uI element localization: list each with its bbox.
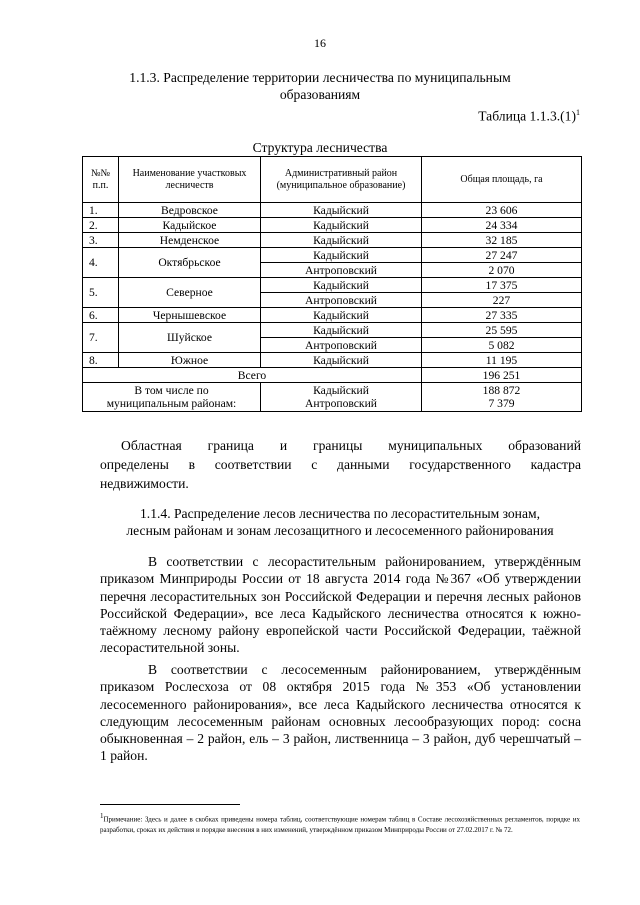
- total-label: Всего: [83, 368, 422, 383]
- paragraph-forest-zoning: [100, 553, 581, 657]
- section-heading-1-1-4: [80, 505, 600, 539]
- forestry-name: Кадыйское: [119, 218, 261, 233]
- by-district-label-line-1: В том числе по: [134, 384, 209, 397]
- area-value: 25 595: [422, 323, 582, 338]
- forestry-name: Шуйское: [119, 323, 261, 353]
- table-row: [83, 218, 582, 233]
- district-name: Антроповский: [261, 293, 422, 308]
- area-value: 24 334: [422, 218, 582, 233]
- row-number: 3.: [83, 233, 119, 248]
- section-heading-line-2: лесным районам и зонам лесозащитного и лесосеменного районирования: [126, 523, 554, 538]
- area-value: 27 335: [422, 308, 582, 323]
- total-value: 196 251: [422, 368, 582, 383]
- header-forestry-name: Наименование участковых лесничеств: [119, 157, 261, 203]
- by-district-label: [83, 383, 261, 412]
- paragraph-line: Областная граница и границы муниципальных образований: [121, 438, 581, 453]
- area-value: 17 375: [422, 278, 582, 293]
- row-number: 8.: [83, 353, 119, 368]
- table-row: [83, 233, 582, 248]
- district-name: Кадыйский: [261, 233, 422, 248]
- district-name: Кадыйский: [261, 323, 422, 338]
- area-value: 227: [422, 293, 582, 308]
- forestry-name: Чернышевское: [119, 308, 261, 323]
- table-row: [83, 278, 582, 293]
- footnote-reference: 1: [576, 108, 580, 117]
- row-number: 4.: [83, 248, 119, 278]
- page-number: 16: [314, 36, 326, 50]
- section-heading-line-1: 1.1.4. Распределение лесов лесничества по лесорастительным зонам,: [140, 506, 540, 521]
- row-number: 1.: [83, 203, 119, 218]
- district-name: Кадыйский: [261, 278, 422, 293]
- by-district-label-line-2: муниципальным районам:: [106, 397, 237, 410]
- table-row: [83, 323, 582, 338]
- area-value: 5 082: [422, 338, 582, 353]
- paragraph-text: В соответствии с лесосеменным районированием, утверждённым приказом Рослесхоза от 08 октября 2015 года №353 «Об установлении лесосеменного районирования», все леса Кадыйского лесничества относятся к следующим лесосеменным районам основных лесообразующих пород: сосна обыкновенная – 2 район, ель – 3 район, лиственница – 3 район, дуб черешчатый – 1 район.: [100, 662, 581, 764]
- table-row: [83, 248, 582, 263]
- footnote-mark: 1: [100, 812, 104, 820]
- paragraph-text: В соответствии с лесорастительным районированием, утверждённым приказом Минприроды России от 18 августа 2014 года №367 «Об утверждении перечня лесорастительных зон Российской Федерации и перечня лесных районов Российской Федерации», все леса Кадыйского лесничества относятся к южно-таёжному лесному району европейской части Российской Федерации, таёжной лесорастительной зоны.: [100, 554, 581, 656]
- table-row: [83, 353, 582, 368]
- total-row: [83, 368, 582, 383]
- header-number: №№ п.п.: [83, 157, 119, 203]
- header-district: Административный район (муниципальное образование): [261, 157, 422, 203]
- district-name: Кадыйский: [261, 203, 422, 218]
- forestry-name: Ведровское: [119, 203, 261, 218]
- by-district-row: [83, 383, 582, 412]
- area-value: 27 247: [422, 248, 582, 263]
- table-caption: Структура лесничества: [252, 140, 388, 155]
- area-value: 23 606: [422, 203, 582, 218]
- district-name: Антроповский: [261, 338, 422, 353]
- by-district-names: [261, 383, 422, 412]
- forestry-name: Северное: [119, 278, 261, 308]
- area-value: 7 379: [488, 397, 515, 410]
- table-label: [440, 108, 580, 125]
- table-row: [83, 308, 582, 323]
- paragraph-seed-zoning: [100, 661, 581, 765]
- footnote-separator: [100, 804, 240, 805]
- forestry-name: Немденское: [119, 233, 261, 248]
- footnote-text: Примечание: Здесь и далее в скобках приведены номера таблиц, соответствующие номерам таблиц в Составе лесохозяйственных регламентов, порядке их разработки, сроках их действия и порядке внесения в них изменений, утверждённом приказом Минприроды России от 27.02.2017 г. № 72.: [100, 815, 580, 834]
- table-label-text: Таблица 1.1.3.(1): [478, 108, 576, 124]
- district-name: Кадыйский: [261, 353, 422, 368]
- row-number: 6.: [83, 308, 119, 323]
- district-name: Антроповский: [261, 263, 422, 278]
- table-row: [83, 203, 582, 218]
- row-number: 5.: [83, 278, 119, 308]
- forestry-name: Южное: [119, 353, 261, 368]
- district-name: Антроповский: [305, 397, 377, 410]
- paragraph-borders: [100, 436, 581, 493]
- area-value: 188 872: [482, 384, 521, 397]
- district-name: Кадыйский: [313, 384, 369, 397]
- paragraph-line: недвижимости.: [100, 476, 189, 491]
- row-number: 7.: [83, 323, 119, 353]
- header-area: Общая площадь, га: [422, 157, 582, 203]
- section-heading-line-2: образованиям: [279, 87, 361, 102]
- table-header-row: [83, 157, 582, 203]
- forestry-structure-table: [82, 156, 582, 412]
- district-name: Кадыйский: [261, 308, 422, 323]
- district-name: Кадыйский: [261, 248, 422, 263]
- forestry-name: Октябрьское: [119, 248, 261, 278]
- row-number: 2.: [83, 218, 119, 233]
- by-district-areas: [422, 383, 582, 412]
- area-value: 11 195: [422, 353, 582, 368]
- footnote: [100, 811, 580, 835]
- area-value: 2 070: [422, 263, 582, 278]
- section-heading-line-1: 1.1.3. Распределение территории лесничества по муниципальным: [129, 70, 511, 85]
- section-heading-1-1-3: [0, 69, 640, 103]
- paragraph-line: определены в соответствии с данными государственного кадастра: [100, 457, 581, 472]
- district-name: Кадыйский: [261, 218, 422, 233]
- area-value: 32 185: [422, 233, 582, 248]
